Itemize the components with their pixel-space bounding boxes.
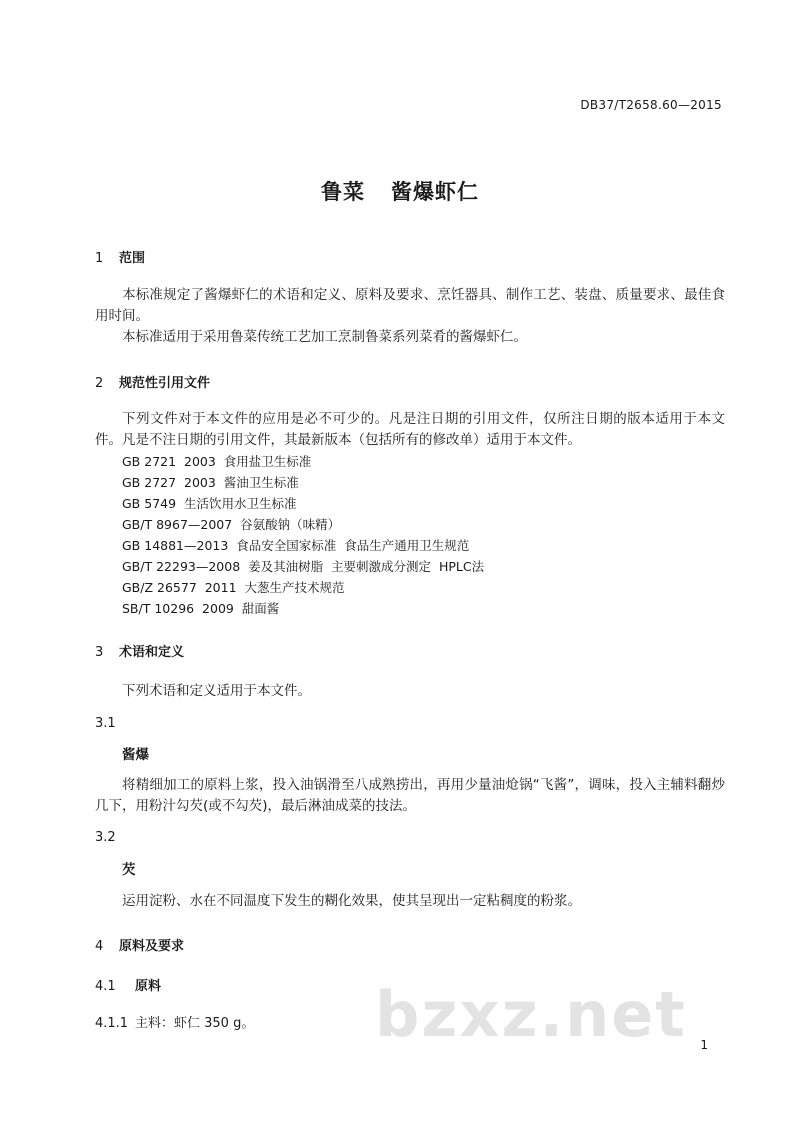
subsection-number: 4.1.1 [95,1016,129,1031]
page-title [0,176,800,206]
standard-code: DB37/T2658.60—2015 [580,98,722,112]
section-number: 3 [95,645,104,660]
title-part-2: 酱爆虾仁 [391,180,479,204]
reference-item: GB/T 22293—2008 姜及其油树脂 主要刺激成分测定 HPLC法 [122,559,485,574]
term-3-2-definition: 运用淀粉、水在不同温度下发生的糊化效果，使其呈现出一定粘稠度的粉浆。 [122,893,581,909]
section-number: 1 [95,251,104,266]
section-3-heading [95,641,184,660]
section-title: 术语和定义 [119,645,185,660]
term-3-1-definition: 将精细加工的原料上浆，投入油锅滑至八成熟捞出，再用少量油炝锅“飞酱”，调味，投入主辅料翻炒几下，用粉汁勾芡(或不勾芡)，最后淋油成菜的技法。 [95,777,725,814]
subsection-4-1 [95,975,161,994]
reference-item: SB/T 10296 2009 甜面酱 [122,601,280,616]
title-part-1: 鲁菜 [321,180,365,204]
section-4-heading [95,935,184,954]
subsection-text: 主料：虾仁 350 g。 [135,1016,255,1031]
reference-item: GB 14881—2013 食品安全国家标准 食品生产通用卫生规范 [122,538,470,553]
subsection-number: 4.1 [95,979,116,994]
reference-item: GB 2721 2003 食用盐卫生标准 [122,454,312,469]
page-number: 1 [700,1038,708,1052]
subsection-4-1-1 [95,1012,254,1031]
reference-item: GB/Z 26577 2011 大葱生产技术规范 [122,580,345,595]
subsection-title: 原料 [135,979,162,994]
section-title: 原料及要求 [119,939,185,954]
section-title: 范围 [119,251,146,266]
section-3-intro: 下列术语和定义适用于本文件。 [122,683,311,699]
section-number: 2 [95,376,104,391]
section-number: 4 [95,939,104,954]
term-3-2-name: 芡 [122,862,136,878]
section-title: 规范性引用文件 [119,376,211,391]
reference-item: GB 5749 生活饮用水卫生标准 [122,496,297,511]
term-3-2-number: 3.2 [95,830,116,845]
term-3-1-number: 3.1 [95,716,116,731]
watermark-logo: bzxz.net [375,978,687,1051]
normative-references-list [122,451,484,619]
term-3-1-name: 酱爆 [122,747,149,763]
section-2-heading [95,372,210,391]
section-1-heading [95,247,145,266]
reference-item: GB 2727 2003 酱油卫生标准 [122,475,299,490]
section-2-intro: 下列文件对于本文件的应用是必不可少的。凡是注日期的引用文件，仅所注日期的版本适用于本文件。凡是不注日期的引用文件，其最新版本（包括所有的修改单）适用于本文件。 [95,411,725,448]
reference-item: GB/T 8967—2007 谷氨酸钠（味精） [122,517,341,532]
section-1-paragraph-2: 本标准适用于采用鲁菜传统工艺加工烹制鲁菜系列菜肴的酱爆虾仁。 [122,329,527,345]
section-1-paragraph-1: 本标准规定了酱爆虾仁的术语和定义、原料及要求、烹饪器具、制作工艺、装盘、质量要求、最佳食用时间。 [95,287,725,324]
